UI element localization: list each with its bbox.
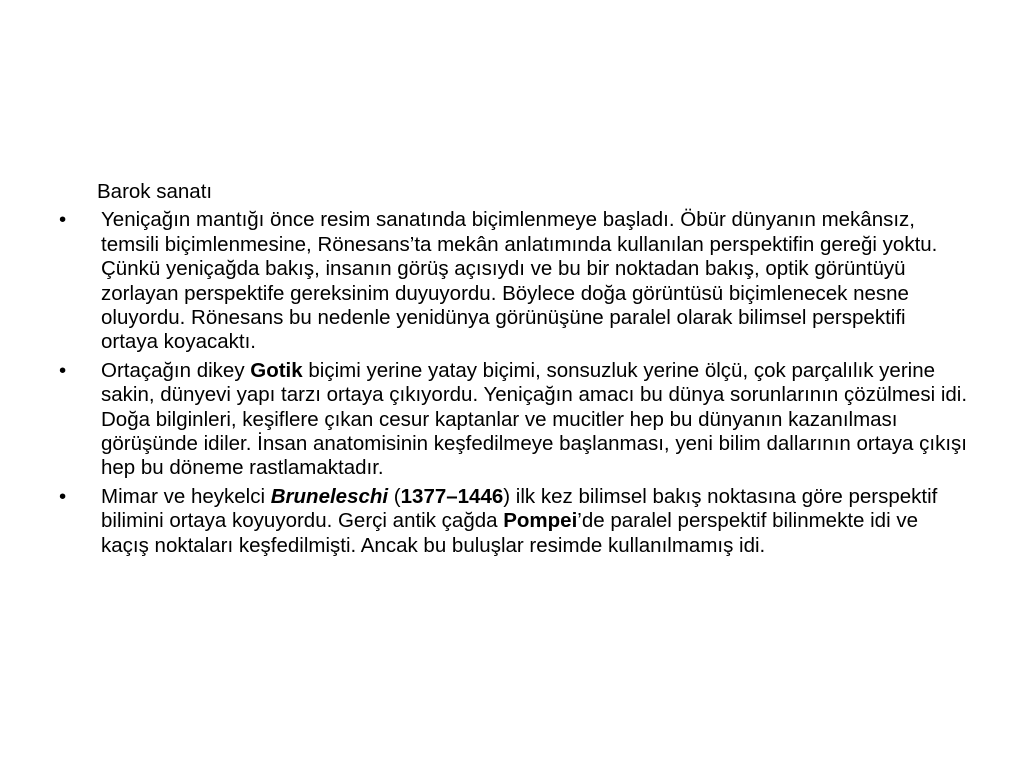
bullet-text: biçimi yerine yatay biçimi, sonsuzluk yerine ölçü, çok parçalılık yerine sakin, dünyevi yapı tarzı ortaya çıkıyordu. Yeniçağın amacı bu dünya sorunlarının çözülmesi idi. Doğa bilginleri, keşiflere çıkan cesur kaptanlar ve mucitler hep bu dünyanın kazanılması görüşünde idiler. İnsan anatomisinin keşfedilmeye başlanması, yeni bilim dallarının ortaya çıkışı hep bu döneme rastlamaktadır. bbox=[101, 358, 968, 480]
bullet-icon: • bbox=[59, 358, 67, 382]
bullet-item bbox=[58, 208, 968, 354]
bullet-icon: • bbox=[59, 484, 67, 508]
bullet-text: Yeniçağın mantığı önce resim sanatında biçimlenmeye başladı. Öbür dünyanın mekânsız, temsili biçimlenmesine, Rönesans’ta mekân anlatımında kullanılan perspektifin gereği yoktu. Çünkü yeniçağda bakış, insanın görüş açısıydı ve bu bir noktadan bakış, optik görüntüyü zorlayan perspektife gereksinim duyuyordu. Böylece doğa görüntüsü biçimlenecek nesne oluyordu. Rönesans bu nedenle yenidünya görünüşüne paralel olarak bilimsel perspektifi ortaya koyacaktı. bbox=[101, 208, 938, 354]
bullet-text: ’de paralel perspektif bilinmekte idi ve kaçış noktaları keşfedilmişti. Ancak bu buluşlar resimde kullanılmamış idi. bbox=[101, 509, 918, 557]
bullet-text: ) ilk kez bilimsel bakış noktasına göre perspektif bilimini ortaya koyuyordu. Gerçi antik çağda bbox=[101, 484, 938, 533]
bullet-text: Ortaçağın dikey bbox=[101, 358, 251, 382]
slide-content bbox=[58, 180, 968, 562]
bullet-item bbox=[58, 485, 968, 558]
bullet-icon: • bbox=[59, 208, 67, 232]
emphasis-name: Bruneleschi bbox=[270, 484, 389, 508]
bullet-text: Mimar ve heykelci bbox=[101, 484, 271, 508]
emphasis-term: Gotik bbox=[250, 358, 303, 382]
bullet-list bbox=[58, 208, 968, 558]
emphasis-place: Pompei bbox=[503, 509, 578, 533]
slide-heading: Barok sanatı bbox=[97, 180, 213, 203]
bullet-item bbox=[58, 359, 968, 481]
emphasis-years: 1377–1446 bbox=[400, 484, 504, 508]
bullet-text: ( bbox=[388, 484, 401, 508]
